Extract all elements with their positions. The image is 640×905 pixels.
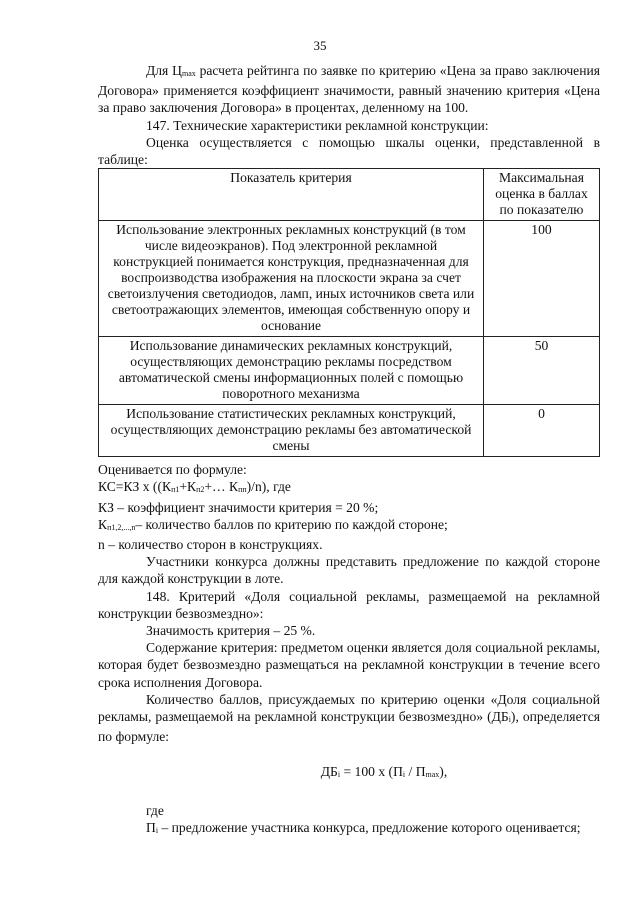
- criteria-table: [98, 168, 600, 457]
- formula-part: +… К: [204, 479, 239, 495]
- table-header-row: [99, 169, 600, 221]
- intro-text-end: расчета рейтинга по заявке по критерию «Цена за право заключения Договора» применяется коэффициент значимости, равный значению критерия «Цена за право заключения Договора» в процентах, деленному на 100.: [98, 63, 600, 116]
- document-body: [98, 62, 600, 839]
- formula-subscript: i: [337, 770, 341, 780]
- table-row: [99, 221, 600, 337]
- pi-symbol: П: [146, 819, 156, 835]
- db-formula: [98, 763, 600, 783]
- kp-text: – количество баллов по критерию по каждой стороне;: [135, 516, 448, 532]
- table-header-score: Максимальная оценка в баллах по показателю: [484, 169, 600, 221]
- points-text-end: ), определяется по формуле:: [98, 709, 600, 745]
- section-148-title: 148. Критерий «Доля социальной рекламы, размещаемой на рекламной конструкции безвозмездно»:: [98, 588, 600, 621]
- section-147-title: 147. Технические характеристики рекламной конструкции:: [146, 117, 489, 133]
- significance-text: Значимость критерия – 25 %.: [146, 623, 316, 639]
- formula-part: = 100 х (П: [340, 764, 403, 780]
- criterion-content: Содержание критерия: предметом оценки является доля социальной рекламы, которая будет безвозмездно размещаться на рекламной конструкции в течение всего срока исполнения Договора.: [98, 640, 600, 690]
- page-number: 35: [313, 38, 327, 53]
- points-text-start: Количество баллов, присуждаемых по критерию оценки «Доля социальной рекламы, размещаемой на рекламной конструкции безвозмездно» (ДБ: [98, 691, 600, 725]
- scale-description: Оценка осуществляется с помощью шкалы оценки, представленной в таблице:: [98, 134, 600, 168]
- intro-paragraph: [98, 62, 600, 117]
- formula-subscript: п1: [171, 485, 180, 495]
- points-paragraph: [98, 691, 600, 746]
- where-label: где: [146, 802, 164, 818]
- formula-subscript: max: [425, 770, 440, 780]
- intro-text-start: Для Ц: [146, 63, 182, 78]
- formula-part: )/n), где: [246, 479, 291, 495]
- kp-symbol: К: [98, 516, 108, 532]
- intro-subscript: max: [181, 69, 196, 78]
- kp-subscript: п1,2,...,n: [107, 522, 136, 532]
- table-cell-score: 50: [484, 337, 600, 405]
- pi-subscript: i: [155, 825, 159, 835]
- formula-part: / П: [405, 764, 426, 780]
- pi-text: – предложение участника конкурса, предложение которого оценивается;: [158, 819, 581, 835]
- table-cell-indicator: Использование статистических рекламных конструкций, осуществляющих демонстрацию рекламы без автоматической смены: [99, 405, 484, 457]
- formula-intro: Оценивается по формуле:: [98, 462, 247, 478]
- formula-part: +К: [179, 479, 197, 495]
- table-row: [99, 405, 600, 457]
- ks-formula: [98, 478, 600, 498]
- table-cell-score: 0: [484, 405, 600, 457]
- table-row: [99, 337, 600, 405]
- points-subscript: i: [508, 715, 511, 725]
- pi-definition: [98, 819, 600, 839]
- kp-definition: [98, 516, 600, 536]
- formula-subscript: пп: [238, 485, 247, 495]
- formula-part: ДБ: [320, 764, 338, 780]
- participants-paragraph: Участники конкурса должны представить предложение по каждой стороне для каждой конструкции в лоте.: [98, 554, 600, 587]
- formula-subscript: i: [402, 770, 406, 780]
- table-cell-score: 100: [484, 221, 600, 337]
- n-definition: n – количество сторон в конструкциях.: [98, 537, 323, 553]
- table-cell-indicator: Использование динамических рекламных конструкций, осуществляющих демонстрацию рекламы посредством автоматической смены информационных полей с помощью поворотного механизма: [99, 337, 484, 405]
- table-header-indicator: Показатель критерия: [99, 169, 484, 221]
- formula-part: КС=КЗ х ((К: [98, 479, 172, 495]
- kz-definition: КЗ – коэффициент значимости критерия = 20 %;: [98, 499, 379, 515]
- table-cell-indicator: Использование электронных рекламных конструкций (в том числе видеоэкранов). Под электронной рекламной конструкцией понимается конструкция, предназначенная для воспроизводства изображения на плоскости экрана за счет светоизлучения светодиодов, ламп, иных источников света или светоотражающих элементов, имеющая собственную опору и основание: [99, 221, 484, 337]
- formula-part: ),: [439, 764, 448, 780]
- formula-subscript: п2: [196, 485, 205, 495]
